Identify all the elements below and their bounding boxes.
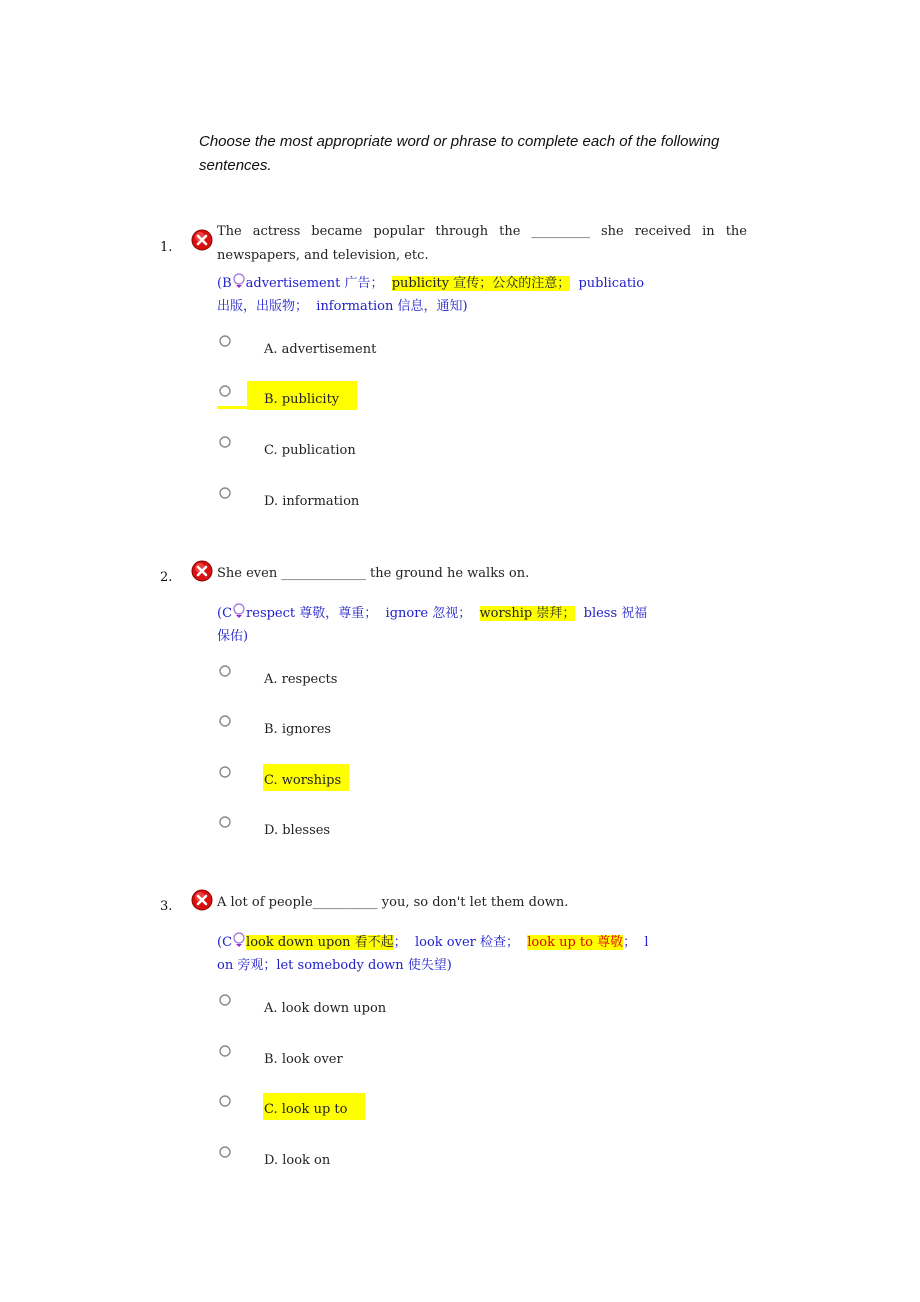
radio-option-c[interactable]	[219, 1095, 231, 1107]
wrong-answer-icon	[191, 560, 213, 582]
question-stem: The actress became popular through the _________ she received in the newspapers, and television, etc.	[217, 224, 747, 263]
answer-hint: (C respect 尊敬，尊重； ignore 忽视； worship 崇拜； bless 祝福 保佑)	[217, 602, 717, 648]
radio-option-d[interactable]	[219, 487, 231, 499]
correct-underline	[217, 406, 249, 409]
option-b-label: B. publicity	[264, 392, 340, 407]
option-d-label: D. blesses	[264, 823, 331, 838]
option-a-label: A. respects	[264, 672, 338, 687]
lightbulb-icon	[232, 273, 246, 290]
question-stem: A lot of people__________ you, so don't let them down.	[217, 895, 569, 910]
wrong-answer-icon	[191, 889, 213, 911]
radio-option-a[interactable]	[219, 994, 231, 1006]
lightbulb-icon	[232, 603, 246, 620]
option-d-label: D. look on	[264, 1153, 331, 1168]
option-a-label: A. look down upon	[264, 1001, 387, 1016]
radio-option-b[interactable]	[219, 1045, 231, 1057]
instructions: Choose the most appropriate word or phrase to complete each of the following sentences.	[199, 133, 720, 174]
lightbulb-icon	[232, 932, 246, 949]
option-b-label: B. look over	[264, 1052, 343, 1067]
radio-option-a[interactable]	[219, 335, 231, 347]
answer-hint: (B advertisement 广告； publicity 宣传；公众的注意； publicatio 出版，出版物； information 信息，通知)	[217, 272, 717, 318]
option-b-label: B. ignores	[264, 722, 332, 737]
radio-option-b[interactable]	[219, 715, 231, 727]
radio-option-c[interactable]	[219, 766, 231, 778]
radio-option-c[interactable]	[219, 436, 231, 448]
option-a-label: A. advertisement	[264, 342, 377, 357]
option-d-label: D. information	[264, 494, 360, 509]
radio-option-a[interactable]	[219, 665, 231, 677]
question-number: 2.	[160, 570, 173, 585]
option-c-label: C. look up to	[264, 1102, 348, 1117]
radio-option-d[interactable]	[219, 816, 231, 828]
option-c-label: C. publication	[264, 443, 356, 458]
radio-option-b[interactable]	[219, 385, 231, 397]
question-number: 3.	[160, 899, 173, 914]
radio-option-d[interactable]	[219, 1146, 231, 1158]
wrong-answer-icon	[191, 229, 213, 251]
option-c-label: C. worships	[264, 773, 342, 788]
question-stem: She even _____________ the ground he walks on.	[217, 566, 530, 581]
question-number: 1.	[160, 240, 173, 255]
answer-hint: (C look down upon 看不起； look over 检查； look up to 尊敬； l on 旁观；let somebody down 使失望)	[217, 931, 717, 977]
